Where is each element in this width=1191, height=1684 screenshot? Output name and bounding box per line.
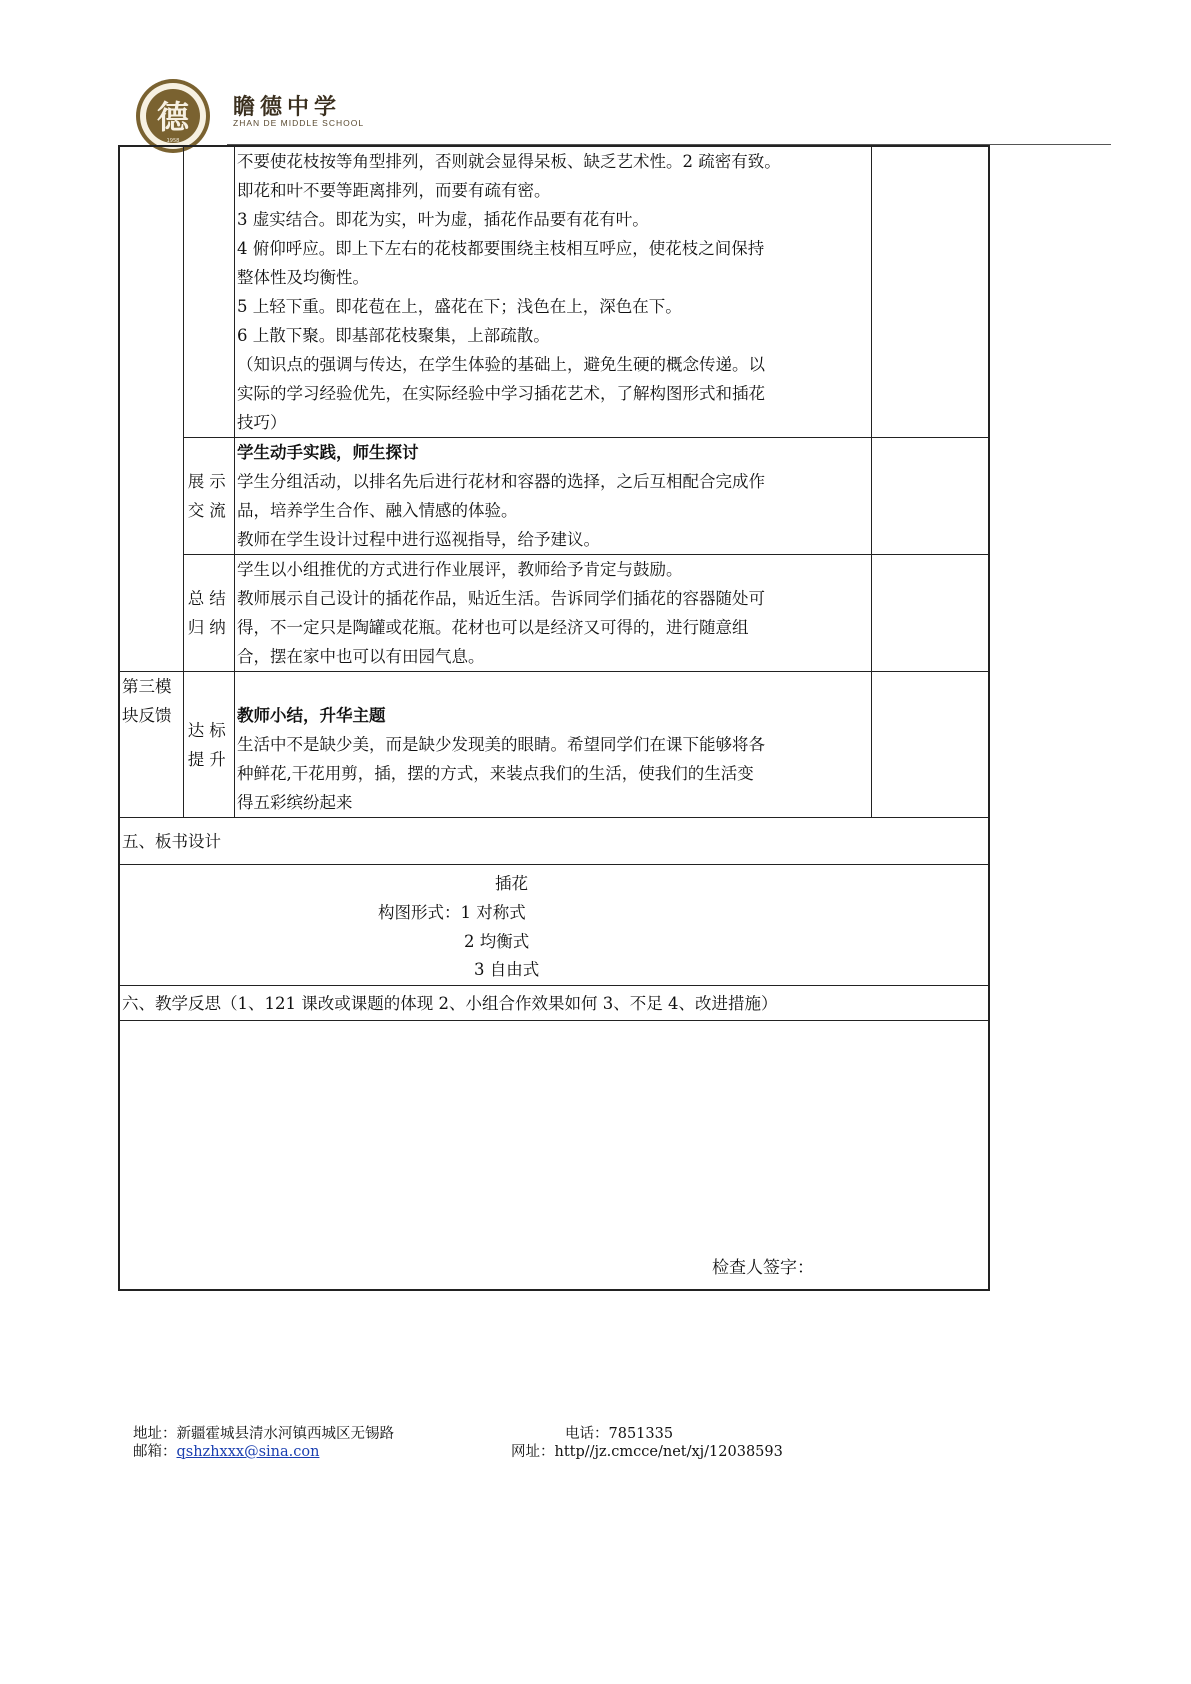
table-row — [119, 555, 989, 672]
content-line: 不要使花枝按等角型排列，否则就会显得呆板、缺乏艺术性。2 疏密有致。 — [237, 152, 781, 171]
board-line: 构图形式：1 对称式 — [378, 903, 526, 922]
table-row — [119, 438, 989, 555]
table-row — [119, 146, 989, 438]
content-line: 实际的学习经验优先，在实际经验中学习插花艺术，了解构图形式和插花 — [237, 384, 766, 403]
note-cell — [871, 146, 989, 438]
content-line: 得，不一定只是陶罐或花瓶。花材也可以是经济又可得的，进行随意组 — [237, 618, 749, 637]
section-heading: 学生动手实践，师生探讨 — [237, 443, 419, 462]
content-line: 即花和叶不要等距离排列，而要有疏有密。 — [237, 181, 551, 200]
content-line: （知识点的强调与传达，在学生体验的基础上，避免生硬的概念传递。以 — [237, 355, 766, 374]
stage-label-达标提升: 达标提升 — [183, 672, 234, 818]
stage-cell — [183, 146, 234, 438]
content-line: 教师在学生设计过程中进行巡视指导，给予建议。 — [237, 530, 601, 549]
school-name-en: ZHAN DE MIDDLE SCHOOL — [233, 118, 365, 128]
content-line: 生活中不是缺少美，而是缺少发现美的眼睛。希望同学们在课下能够将各 — [237, 735, 766, 754]
content-line: 教师展示自己设计的插花作品，贴近生活。告诉同学们插花的容器随处可 — [237, 589, 766, 608]
content-line: 种鲜花,干花用剪，插，摆的方式，来装点我们的生活，使我们的生活变 — [237, 764, 754, 783]
footer-email-row — [133, 1443, 319, 1461]
note-cell — [871, 438, 989, 555]
note-cell — [871, 555, 989, 672]
footer-email-link[interactable]: qshzhxxx@sina.con — [176, 1444, 320, 1460]
board-design-heading: 五、板书设计 — [119, 818, 989, 865]
content-cell — [235, 555, 872, 672]
footer-website: 网址：http//jz.cmcce/net/xj/12038593 — [511, 1444, 783, 1460]
footer-address: 地址：新疆霍城县清水河镇西城区无锡路 — [133, 1426, 394, 1442]
content-cell — [235, 438, 872, 555]
content-line: 品，培养学生合作、融入情感的体验。 — [237, 501, 518, 520]
module-cell — [119, 146, 183, 672]
content-line: 合，摆在家中也可以有田园气息。 — [237, 647, 485, 666]
school-logo — [135, 78, 211, 154]
table-row — [119, 818, 989, 865]
section-heading: 教师小结，升华主题 — [237, 706, 386, 725]
footer-email-label: 邮箱： — [133, 1444, 177, 1460]
content-line: 学生以小组推优的方式进行作业展评，教师给予肯定与鼓励。 — [237, 560, 683, 579]
signature-label: 检查人签字： — [712, 1258, 814, 1278]
table-row — [119, 986, 989, 1021]
reflection-heading: 六、教学反思（1、121 课改或课题的体现 2、小组合作效果如何 3、不足 4、改进措施） — [119, 986, 989, 1021]
note-cell — [871, 672, 989, 818]
logo-year: 1958 — [166, 138, 180, 144]
content-cell — [235, 146, 872, 438]
reflection-cell — [119, 1021, 989, 1291]
content-line: 得五彩缤纷起来 — [237, 793, 353, 812]
logo-glyph: 德 — [156, 98, 190, 136]
table-row — [119, 865, 989, 986]
content-line: 6 上散下聚。即基部花枝聚集，上部疏散。 — [237, 326, 550, 345]
lesson-plan-table — [118, 145, 990, 1291]
module-label: 第三模块反馈 — [119, 672, 183, 818]
board-line: 2 均衡式 — [464, 932, 530, 951]
content-line: 整体性及均衡性。 — [237, 268, 370, 287]
content-line: 4 俯仰呼应。即上下左右的花枝都要围绕主枝相互呼应，使花枝之间保持 — [237, 239, 765, 258]
board-design-cell — [119, 865, 989, 986]
reflection-body — [122, 1021, 986, 1289]
board-line: 3 自由式 — [474, 960, 540, 979]
stage-label-展示交流: 展示交流 — [183, 438, 234, 555]
content-line: 3 虚实结合。即花为实，叶为虚，插花作品要有花有叶。 — [237, 210, 649, 229]
page-header — [135, 78, 975, 144]
board-design — [122, 865, 986, 985]
footer-phone: 电话：7851335 — [565, 1426, 674, 1442]
board-title: 插花 — [495, 874, 528, 893]
table-row — [119, 1021, 989, 1291]
content-line: 5 上轻下重。即花苞在上，盛花在下；浅色在上，深色在下。 — [237, 297, 682, 316]
content-cell — [235, 672, 872, 818]
stage-label-总结归纳: 总结归纳 — [183, 555, 234, 672]
school-name: 瞻德中学 — [233, 95, 342, 120]
table-row — [119, 672, 989, 818]
content-line: 学生分组活动，以排名先后进行花材和容器的选择，之后互相配合完成作 — [237, 472, 766, 491]
content-line: 技巧） — [237, 413, 287, 432]
